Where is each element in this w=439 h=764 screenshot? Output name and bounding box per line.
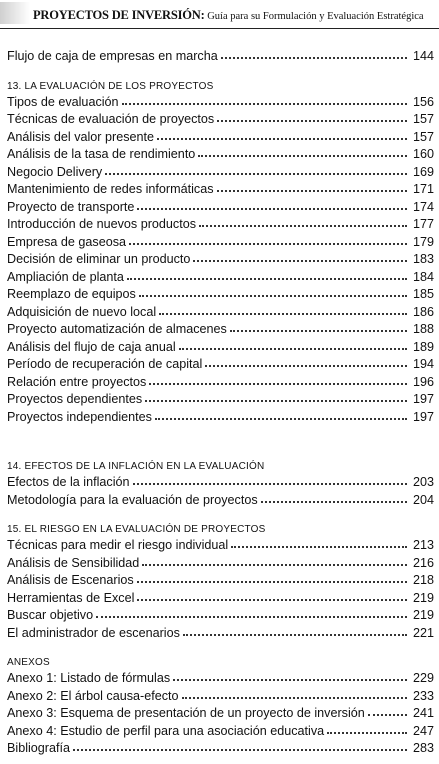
dot-leader <box>122 93 407 105</box>
toc-entry[interactable] <box>7 48 434 66</box>
toc-entry-label: Proyecto automatización de almacenes <box>7 322 227 336</box>
toc-entry-page: 160 <box>412 147 434 161</box>
running-header <box>0 0 439 29</box>
toc-entry-page: 177 <box>412 217 434 231</box>
toc-entry[interactable] <box>7 688 434 706</box>
dot-leader <box>205 355 407 367</box>
dot-leader <box>198 145 407 157</box>
toc-entry-page: 283 <box>412 741 434 755</box>
toc-entry-label: Anexo 2: El árbol causa-efecto <box>7 688 179 703</box>
toc-entry-page: 197 <box>412 409 434 424</box>
dot-leader <box>137 198 407 210</box>
toc-entry[interactable] <box>7 474 434 492</box>
toc-entry[interactable] <box>7 590 434 608</box>
toc-entry[interactable] <box>7 269 434 287</box>
dot-leader <box>73 739 407 751</box>
dot-leader <box>217 180 408 192</box>
table-of-contents <box>7 48 434 758</box>
toc-entry[interactable] <box>7 304 434 322</box>
dot-leader <box>199 215 407 227</box>
dot-leader <box>261 491 407 503</box>
spacer <box>7 509 434 522</box>
toc-entry[interactable] <box>7 625 434 643</box>
toc-entry[interactable] <box>7 286 434 304</box>
toc-entry-page: 218 <box>412 573 434 587</box>
toc-entry[interactable] <box>7 181 434 199</box>
dot-leader <box>368 704 407 716</box>
spacer <box>7 642 434 655</box>
toc-entry-page: 196 <box>412 374 434 389</box>
toc-entry[interactable] <box>7 740 434 758</box>
dot-leader <box>145 390 407 402</box>
toc-entry-label: Efectos de la inflación <box>7 475 130 489</box>
toc-entry-page: 204 <box>412 492 434 507</box>
toc-entry-page: 221 <box>412 625 434 640</box>
chapter-heading: 13. LA EVALUACIÓN DE LOS PROYECTOS <box>7 80 214 92</box>
dot-leader <box>173 669 407 681</box>
dot-leader <box>182 687 407 699</box>
toc-entry-label: Anexo 1: Listado de fórmulas <box>7 671 171 685</box>
toc-entry-label: Período de recuperación de capital <box>7 357 203 371</box>
toc-entry-label: Proyectos dependientes <box>7 392 143 406</box>
toc-entry-label: Tipos de evaluación <box>7 94 119 109</box>
dot-leader <box>129 233 407 245</box>
dot-leader <box>137 589 407 601</box>
toc-entry-page: 194 <box>412 357 434 371</box>
dot-leader <box>179 338 407 350</box>
book-subtitle: Guía para su Formulación y Evaluación Estratégica <box>207 11 424 22</box>
toc-entry[interactable] <box>7 216 434 234</box>
toc-entry[interactable] <box>7 339 434 357</box>
dot-leader <box>137 571 407 583</box>
toc-entry-page: 185 <box>412 287 434 301</box>
dot-leader <box>183 624 407 636</box>
toc-entry[interactable] <box>7 356 434 374</box>
toc-entry-page: 157 <box>412 112 434 126</box>
toc-entry[interactable] <box>7 572 434 590</box>
toc-entry-label: Análisis de Sensibilidad <box>7 555 140 570</box>
dot-leader <box>105 163 407 175</box>
toc-entry-label: Proyectos independientes <box>7 409 152 424</box>
toc-entry[interactable] <box>7 251 434 269</box>
toc-entry[interactable] <box>7 146 434 164</box>
toc-entry-page: 219 <box>412 590 434 605</box>
toc-entry-label: Análisis del flujo de caja anual <box>7 339 176 354</box>
toc-entry-label: Técnicas de evaluación de proyectos <box>7 112 215 126</box>
toc-entry-page: 197 <box>412 392 434 406</box>
toc-entry-page: 241 <box>412 706 434 720</box>
toc-entry-label: Adquisición de nuevo local <box>7 304 157 319</box>
toc-entry[interactable] <box>7 234 434 252</box>
header-text <box>33 8 424 23</box>
toc-entry-label: Mantenimiento de redes informáticas <box>7 182 214 196</box>
toc-entry[interactable] <box>7 391 434 409</box>
dot-leader <box>221 47 407 59</box>
chapter-heading: 14. EFECTOS DE LA INFLACIÓN EN LA EVALUACIÓN <box>7 461 265 472</box>
toc-entry-page: 229 <box>412 671 434 685</box>
toc-entry[interactable] <box>7 607 434 625</box>
toc-entry-label: Flujo de caja de empresas en marcha <box>7 49 218 63</box>
toc-entry-label: Análisis de la tasa de rendimiento <box>7 147 196 161</box>
toc-entry-label: Técnicas para medir el riesgo individual <box>7 538 229 552</box>
toc-entry-label: Anexo 4: Estudio de perfil para una asociación educativa <box>7 723 325 738</box>
toc-entry[interactable] <box>7 409 434 427</box>
toc-entry-page: 203 <box>412 475 434 489</box>
toc-entry-label: Ampliación de planta <box>7 269 124 284</box>
toc-entry-label: Introducción de nuevos productos <box>7 217 197 231</box>
toc-entry-page: 189 <box>412 339 434 354</box>
toc-entry[interactable] <box>7 705 434 723</box>
dot-leader <box>155 408 407 420</box>
annex-entries <box>7 670 434 758</box>
toc-entry-label: Negocio Delivery <box>7 164 103 179</box>
spacer <box>7 426 434 459</box>
toc-entry-page: 183 <box>412 252 434 266</box>
toc-entry[interactable] <box>7 199 434 217</box>
toc-entry[interactable] <box>7 723 434 741</box>
dot-leader <box>96 606 407 618</box>
toc-entry-page: 186 <box>412 304 434 319</box>
toc-entry-page: 144 <box>412 49 434 63</box>
toc-entry-page: 174 <box>412 199 434 214</box>
toc-entry-page: 157 <box>412 129 434 144</box>
dot-leader <box>231 536 407 548</box>
toc-entry-label: Relación entre proyectos <box>7 374 147 389</box>
toc-entry[interactable] <box>7 537 434 555</box>
toc-entry-label: Empresa de gaseosa <box>7 234 127 249</box>
dot-leader <box>327 722 407 734</box>
toc-entry-page: 233 <box>412 688 434 703</box>
toc-entry-label: Análisis de Escenarios <box>7 573 134 587</box>
toc-entry-page: 184 <box>412 269 434 284</box>
toc-entry-page: 171 <box>412 182 434 196</box>
toc-entry-page: 216 <box>412 555 434 570</box>
toc-entry-page: 156 <box>412 94 434 109</box>
dot-leader <box>133 473 407 485</box>
toc-entry-label: Herramientas de Excel <box>7 590 135 605</box>
toc-entry-label: Bibliografía <box>7 741 71 755</box>
chapter-heading: 15. EL RIESGO EN LA EVALUACIÓN DE PROYECTOS <box>7 524 266 535</box>
dot-leader <box>193 250 407 262</box>
toc-entry[interactable] <box>7 94 434 112</box>
chapter-entries <box>7 94 434 427</box>
dot-leader <box>127 268 407 280</box>
dot-leader <box>217 110 407 122</box>
book-title: PROYECTOS DE INVERSIÓN: <box>33 8 205 22</box>
toc-entry-label: Anexo 3: Esquema de presentación de un proyecto de inversión <box>7 706 365 720</box>
spacer <box>7 66 434 79</box>
toc-entry-label: El administrador de escenarios <box>7 625 180 640</box>
toc-entry-label: Análisis del valor presente <box>7 129 155 144</box>
toc-entry-label: Proyecto de transporte <box>7 199 135 214</box>
toc-entry-page: 219 <box>412 608 434 622</box>
toc-entry-label: Reemplazo de equipos <box>7 287 136 301</box>
toc-entry[interactable] <box>7 374 434 392</box>
toc-entry-page: 213 <box>412 538 434 552</box>
toc-entry-label: Buscar objetivo <box>7 608 94 622</box>
dot-leader <box>149 373 407 385</box>
toc-entry-page: 179 <box>412 234 434 249</box>
header-shading <box>0 2 30 24</box>
toc-entry-page: 188 <box>412 322 434 336</box>
toc-entry[interactable] <box>7 670 434 688</box>
dot-leader <box>139 285 407 297</box>
toc-entry[interactable] <box>7 321 434 339</box>
toc-entry[interactable] <box>7 129 434 147</box>
toc-entry[interactable] <box>7 492 434 510</box>
annexes-heading: ANEXOS <box>7 657 50 668</box>
toc-entry-label: Decisión de eliminar un producto <box>7 252 191 266</box>
toc-entry[interactable] <box>7 555 434 573</box>
toc-entry[interactable] <box>7 111 434 129</box>
dot-leader <box>142 554 407 566</box>
chapter-entries <box>7 537 434 642</box>
dot-leader <box>159 303 407 315</box>
toc-entry[interactable] <box>7 164 434 182</box>
toc-entry-page: 169 <box>412 164 434 179</box>
dot-leader <box>157 128 407 140</box>
toc-entry-label: Metodología para la evaluación de proyectos <box>7 492 258 507</box>
dot-leader <box>230 320 407 332</box>
toc-entry-page: 247 <box>412 723 434 738</box>
chapter-entries <box>7 474 434 509</box>
